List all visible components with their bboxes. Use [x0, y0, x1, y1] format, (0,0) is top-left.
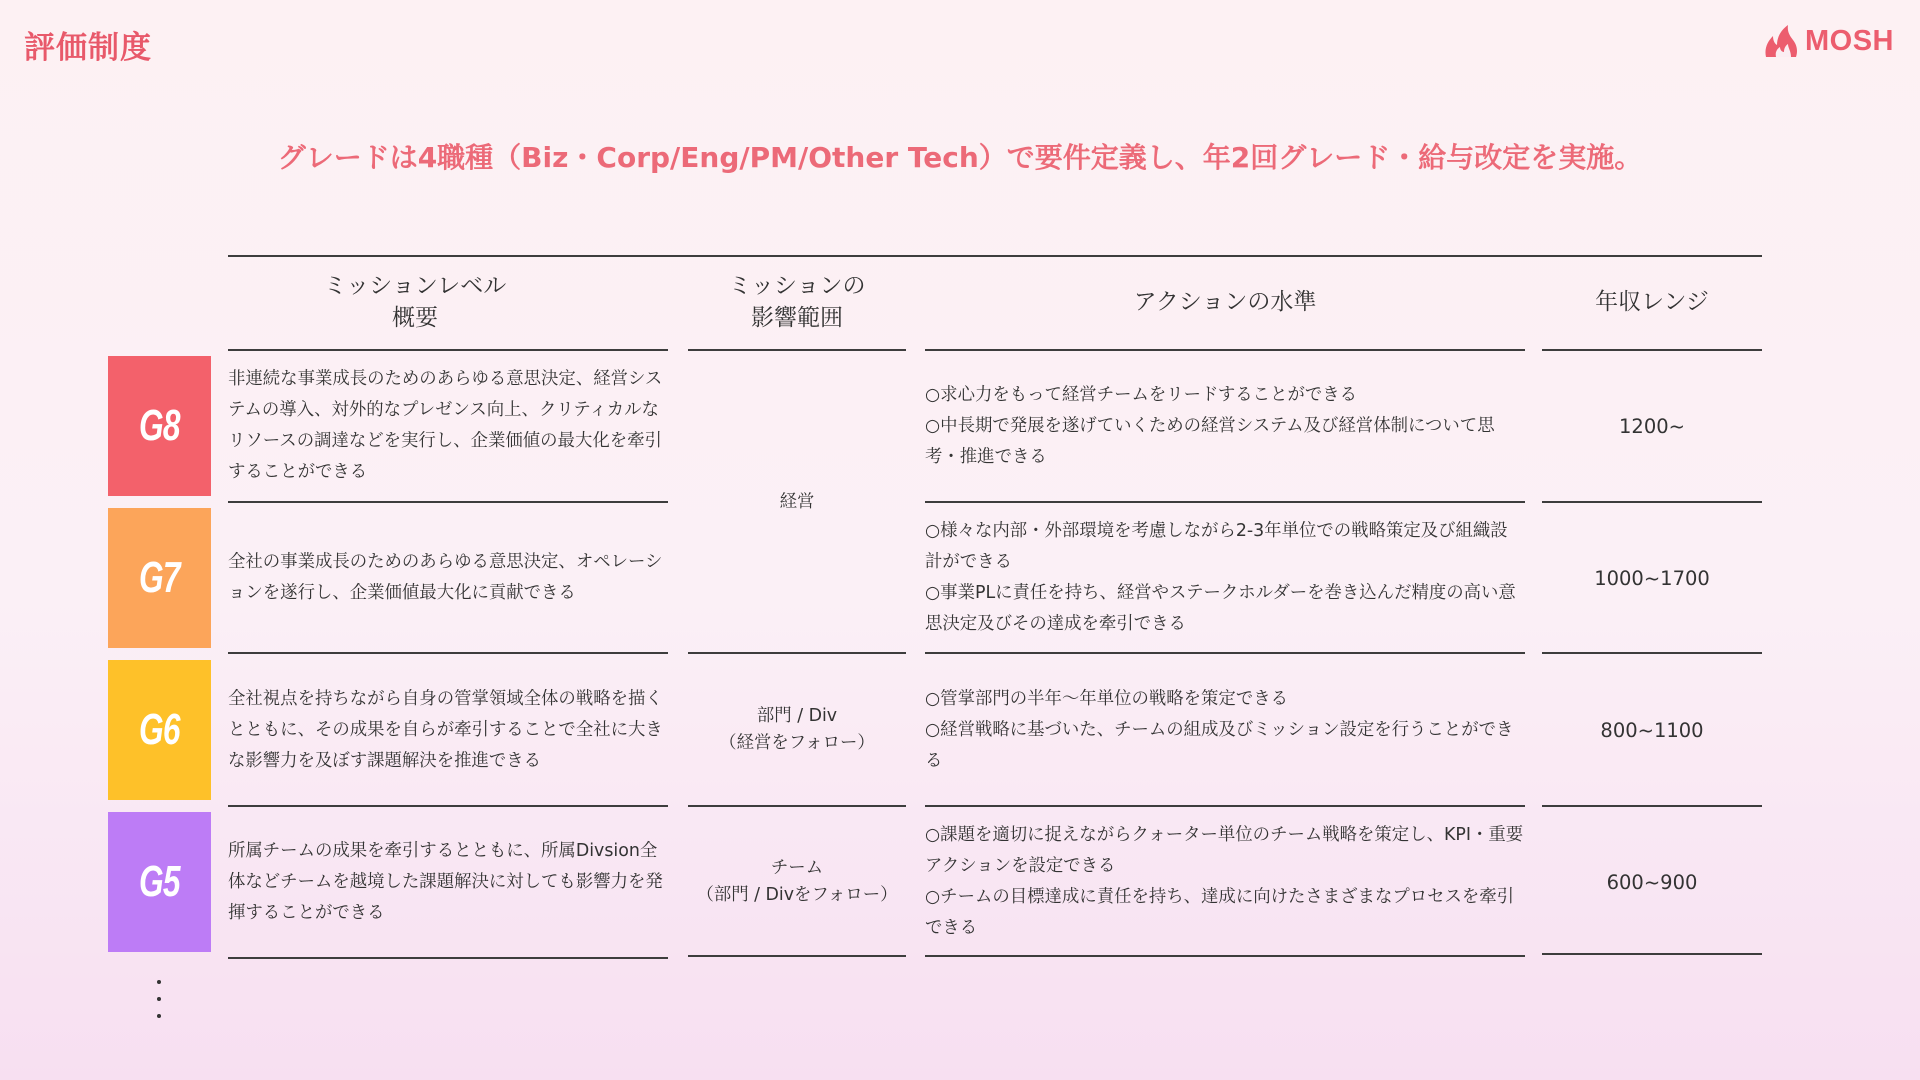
row-rule — [1542, 805, 1762, 807]
row-rule — [228, 652, 668, 654]
summary-g7 — [228, 508, 673, 648]
header-action-standard-text: アクションの水準 — [1133, 289, 1317, 315]
header-mission-scope-line1: ミッションの — [728, 273, 866, 299]
row-rule — [228, 501, 668, 503]
salary-g8-text: 1200~ — [1619, 414, 1685, 438]
headline: グレードは4職種（Biz・Corp/Eng/PM/Other Tech）で要件定義し、年2回グレード・給与改定を実施。 — [277, 141, 1643, 174]
row-rule — [228, 957, 668, 959]
action-g5-list — [925, 820, 1525, 944]
salary-g7-text: 1000~1700 — [1594, 566, 1710, 590]
brand-name: MOSH — [1805, 24, 1894, 57]
row-rule — [688, 652, 906, 654]
summary-g5-text: 所属チームの成果を牽引するとともに、所属Divsion全体などチームを越境した課題解決に対しても影響力を発揮することができる — [228, 840, 663, 923]
scope-team — [688, 812, 906, 952]
summary-g8-text: 非連続な事業成長のためのあらゆる意思決定、経営システムの導入、対外的なプレゼンス向上、クリティカルなリソースの調達などを実行し、企業価値の最大化を牽引することができる — [228, 369, 663, 482]
header-rule — [925, 349, 1525, 351]
header-rule — [688, 349, 906, 351]
action-item: ○経営戦略に基づいた、チームの組成及びミッション設定を行うことができる — [925, 719, 1514, 771]
header-salary-range-text: 年収レンジ — [1595, 289, 1709, 315]
action-item: ○様々な内部・外部環境を考慮しながら2-3年単位での戦略策定及び組織設計ができる — [925, 521, 1508, 572]
action-g7 — [925, 508, 1525, 648]
action-item: ○求心力をもって経営チームをリードすることができる — [925, 384, 1358, 405]
continuation-dots-icon — [157, 980, 163, 1031]
scope-management — [688, 356, 906, 648]
action-item: ○チームの目標達成に責任を持ち、達成に向けたさまざまなプロセスを牽引できる — [925, 887, 1515, 938]
salary-g7 — [1542, 508, 1762, 648]
action-g8 — [925, 356, 1525, 496]
header-rule — [1542, 349, 1762, 351]
table-top-rule — [228, 255, 1762, 257]
grade-badge-g6: G6 — [108, 660, 211, 800]
row-rule — [688, 805, 906, 807]
row-rule — [1542, 953, 1762, 955]
row-rule — [925, 805, 1525, 807]
header-salary-range — [1542, 286, 1762, 318]
page-title: 評価制度 — [24, 30, 152, 66]
grade-badge-g7: G7 — [108, 508, 211, 648]
action-g7-list — [925, 516, 1525, 640]
salary-g5 — [1542, 812, 1762, 952]
action-g5 — [925, 812, 1525, 952]
row-rule — [1542, 501, 1762, 503]
row-rule — [688, 955, 906, 957]
brand-logo — [1763, 24, 1894, 58]
summary-g8 — [228, 356, 673, 496]
header-mission-scope-line2: 影響範囲 — [751, 305, 843, 331]
header-mission-scope — [688, 270, 906, 334]
salary-g6 — [1542, 660, 1762, 800]
header-action-standard — [925, 286, 1525, 318]
scope-team-text: チーム （部門 / Divをフォロー） — [696, 858, 898, 905]
row-rule — [925, 501, 1525, 503]
action-g6 — [925, 660, 1525, 800]
scope-division-text: 部門 / Div （経営をフォロー） — [719, 706, 875, 753]
action-item: ○事業PLに責任を持ち、経営やステークホルダーを巻き込んだ精度の高い意思決定及びその達成を牽引できる — [925, 583, 1516, 634]
row-rule — [228, 805, 668, 807]
salary-g5-text: 600~900 — [1606, 870, 1698, 894]
scope-management-text: 経営 — [779, 491, 815, 512]
action-item: ○管掌部門の半年〜年単位の戦略を策定できる — [925, 688, 1288, 709]
action-item: ○中長期で発展を遂げていくための経営システム及び経営体制について思考・推進できる — [925, 415, 1495, 467]
flame-logo-icon — [1763, 24, 1799, 58]
row-rule — [925, 955, 1525, 957]
header-mission-level — [228, 270, 602, 334]
row-rule — [925, 652, 1525, 654]
summary-g6-text: 全社視点を持ちながら自身の管掌領域全体の戦略を描くとともに、その成果を自らが牽引することで全社に大きな影響力を及ぼす課題解決を推進できる — [228, 688, 663, 771]
header-mission-level-line1: ミッションレベル — [323, 273, 507, 299]
scope-division — [688, 660, 906, 800]
grade-badge-g8: G8 — [108, 356, 211, 496]
action-item: ○課題を適切に捉えながらクォーター単位のチーム戦略を策定し、KPI・重要アクションを設定できる — [925, 825, 1524, 876]
summary-g5 — [228, 812, 673, 952]
header-mission-level-line2: 概要 — [392, 305, 438, 331]
salary-g8 — [1542, 356, 1762, 496]
salary-g6-text: 800~1100 — [1600, 718, 1704, 742]
summary-g7-text: 全社の事業成長のためのあらゆる意思決定、オペレーションを遂行し、企業価値最大化に貢献できる — [228, 552, 663, 603]
grade-badge-g5: G5 — [108, 812, 211, 952]
action-g8-list — [925, 380, 1525, 473]
summary-g6 — [228, 660, 673, 800]
action-g6-list — [925, 684, 1525, 777]
row-rule — [1542, 652, 1762, 654]
header-rule — [228, 349, 668, 351]
